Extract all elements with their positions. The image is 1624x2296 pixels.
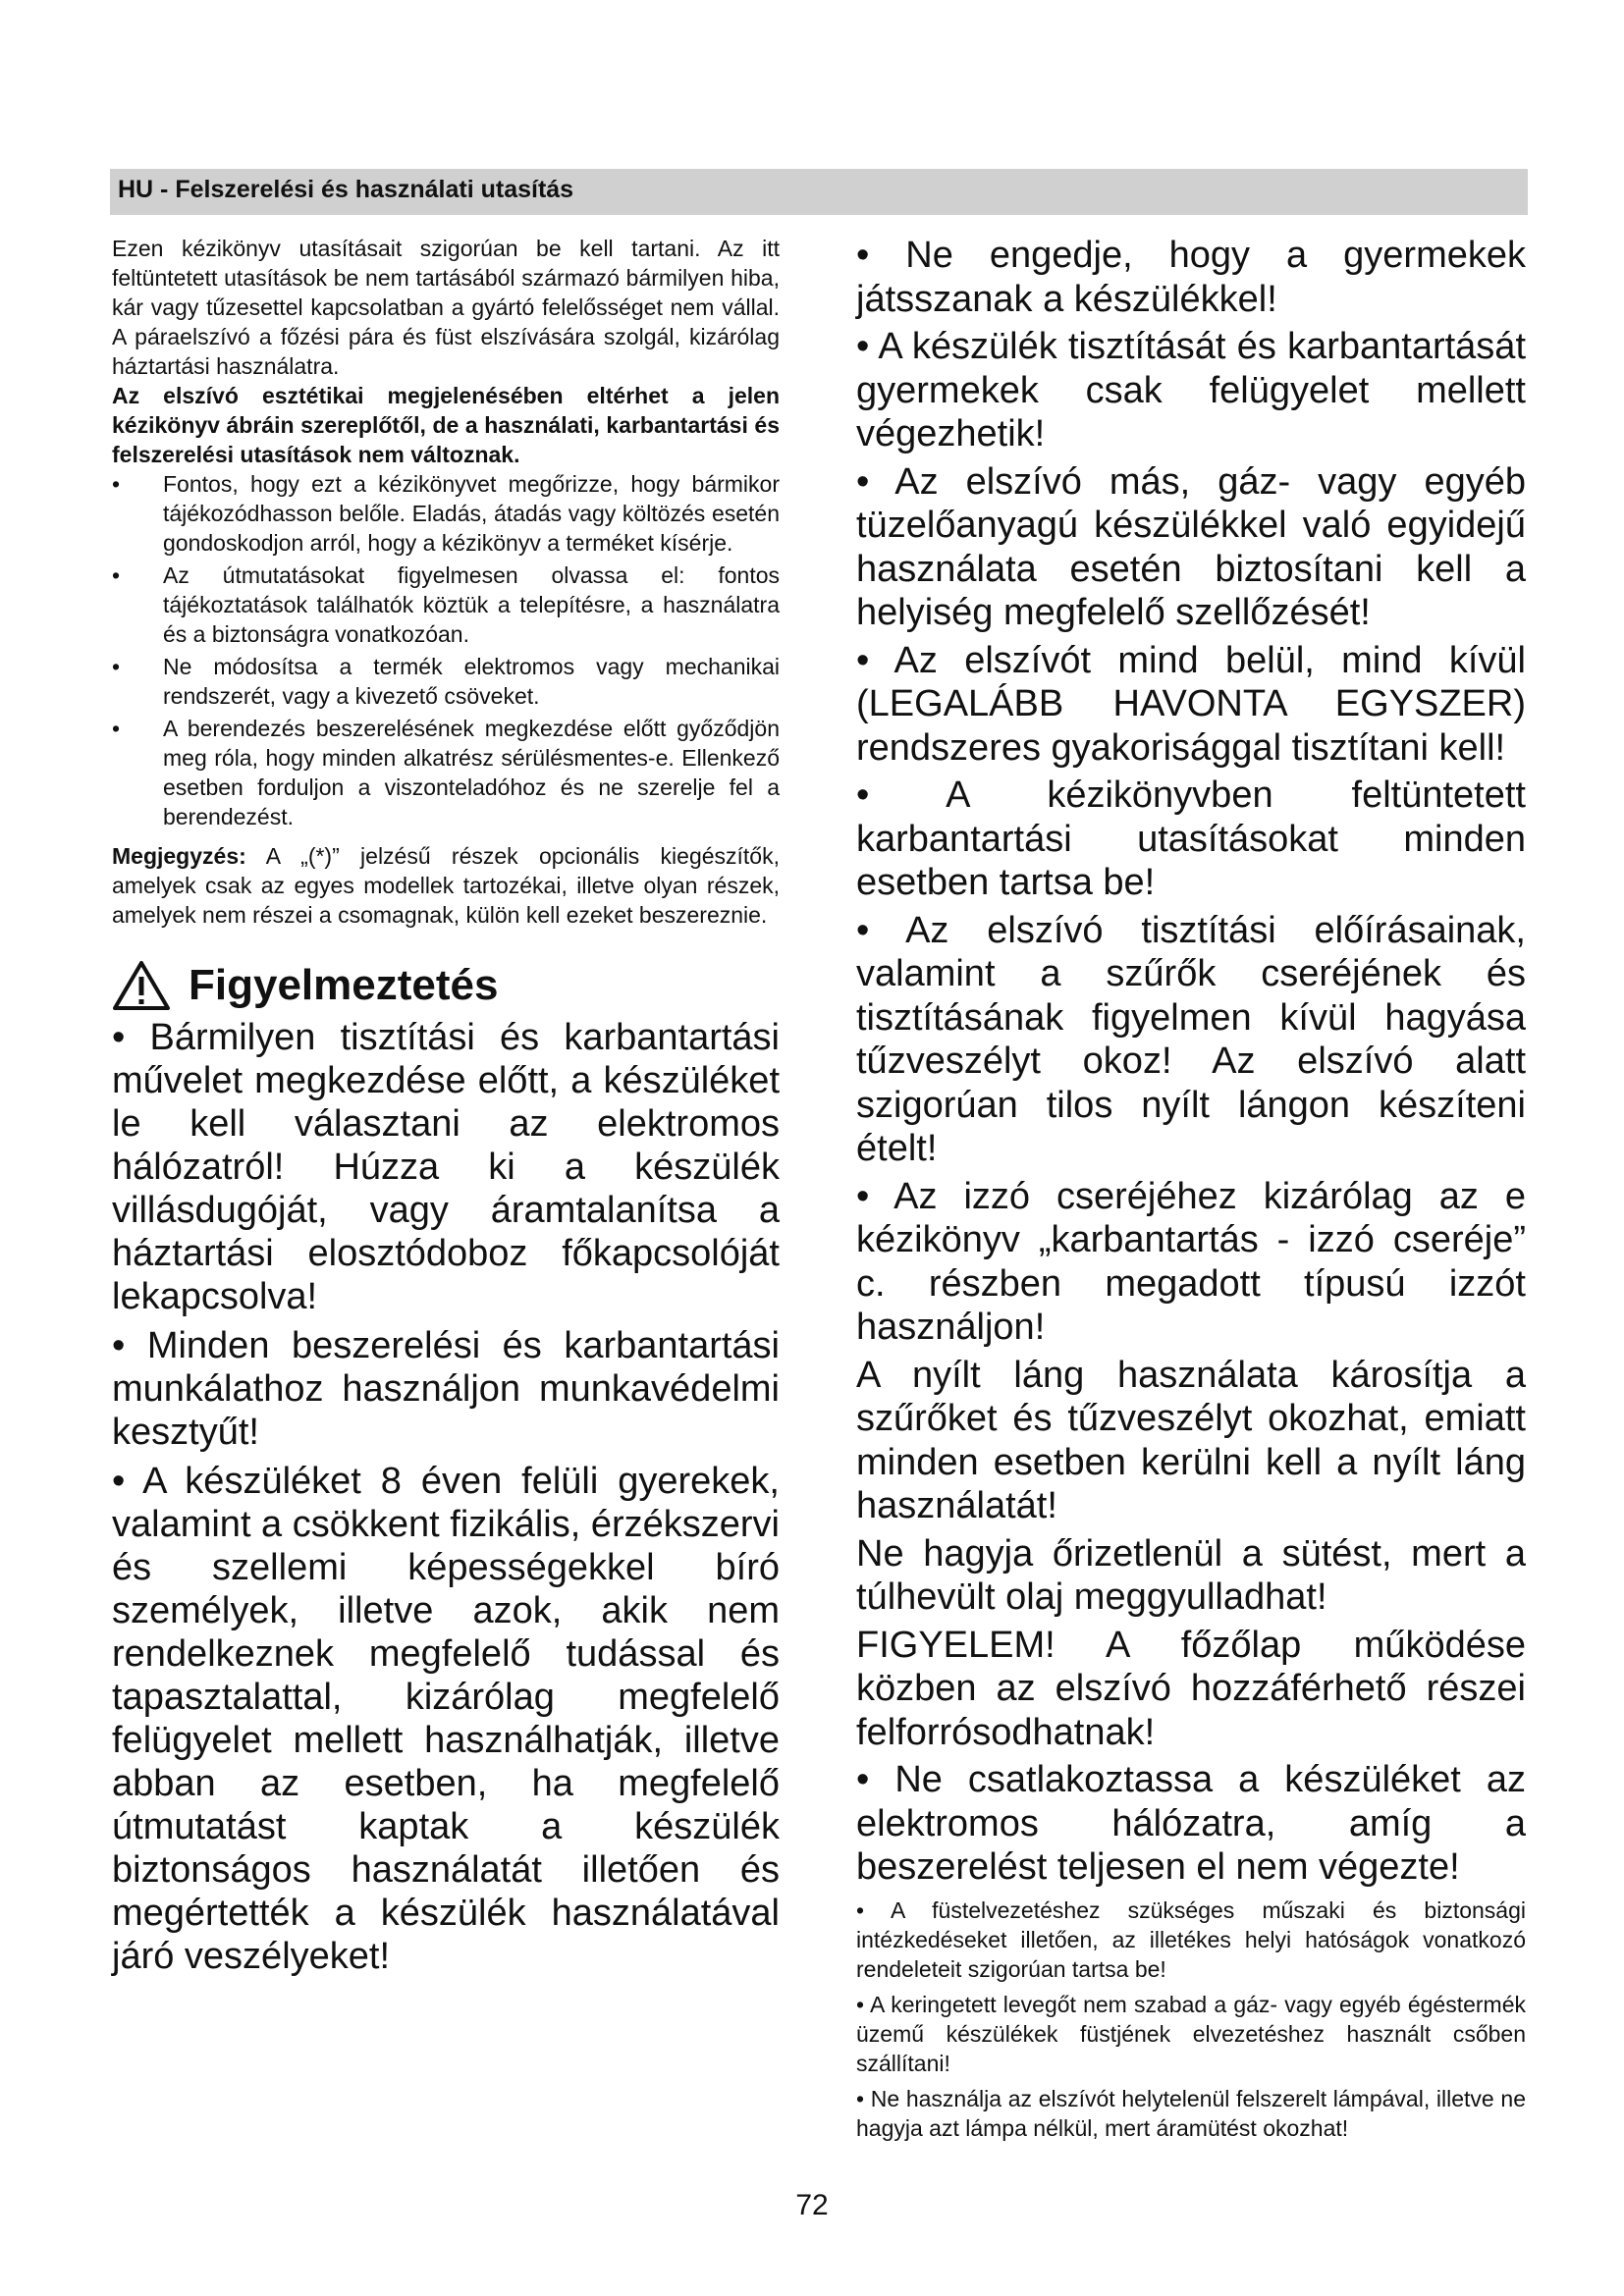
note-label: Megjegyzés: xyxy=(112,843,246,869)
section-header xyxy=(110,169,1528,215)
warning-item: A nyílt láng használata károsítja a szűrőket és tűzveszélyt okozhat, emiatt minden esetben kerülni kell a nyílt láng használatát! xyxy=(856,1354,1526,1526)
bullet-icon: • xyxy=(112,654,121,679)
appearance-note: Az elszívó esztétikai megjelenésében eltérhet a jelen kézikönyv ábráin szereplőtől, de a használati, karbantartási és felszerelési utasítások nem változnak. xyxy=(112,383,780,467)
list-item: • Az útmutatásokat figyelmesen olvassa el: fontos tájékoztatások találhatók köztük a telepítésre, a használatra és a biztonságra vonatkozóan. xyxy=(112,562,780,647)
warning-item: • A készüléket 8 éven felüli gyerekek, valamint a csökkent fizikális, érzékszervi és szellemi képességekkel bíró személyek, illetve azok, akik nem rendelkeznek megfelelő tudással és tapasztalattal, kizárólag megfelelő felügyelet mellett használhatják, illetve abban az esetben, ha megfelelő útmutatást kaptak a készülék biztonságos használatát illetően és megértették a készülék használatával járó veszélyeket! xyxy=(112,1461,780,1977)
warning-item: • Az elszívót mind belül, mind kívül (LEGALÁBB HAVONTA EGYSZER) rendszeres gyakorisággal tisztítani kell! xyxy=(856,639,1526,769)
warning-item: • Az izzó cseréjéhez kizárólag az e kézikönyv „karbantartás - izzó cseréje” c. részben megadott típusú izzót használjon! xyxy=(856,1175,1526,1348)
warning-item: • A készülék tisztítását és karbantartását gyermekek csak felügyelet mellett végezhetik! xyxy=(856,326,1526,454)
intro-paragraph: Ezen kézikönyv utasításait szigorúan be kell tartani. Az itt feltüntetett utasítások be nem tartásából származó bármilyen hiba, kár vagy tűzesettel kapcsolatban a gyártó felelősséget nem vállal. A páraelszívó a főzési pára és füst elszívására szolgál, kizárólag háztartási használatra. xyxy=(112,236,780,379)
warning-item: • A kézikönyvben feltüntetett karbantartási utasításokat minden esetben tartsa be! xyxy=(856,774,1526,903)
small-warning-item: • A füstelvezetéshez szükséges műszaki és biztonsági intézkedéseket illetően, az illetékes helyi hatóságok vonatkozó rendeleteit szigorúan tartsa be! xyxy=(856,1896,1526,1982)
warning-triangle-icon xyxy=(112,960,171,1011)
list-item: • Ne módosítsa a termék elektromos vagy mechanikai rendszerét, vagy a kivezető csöveket. xyxy=(112,654,780,709)
right-column xyxy=(856,234,1526,2143)
warning-item: Ne hagyja őrizetlenül a sütést, mert a túlhevült olaj meggyulladhat! xyxy=(856,1532,1526,1618)
warning-item: • Ne csatlakoztassa a készüléket az elektromos hálózatra, amíg a beszerelést teljesen el nem végezte! xyxy=(856,1759,1526,1888)
warning-item: • Ne engedje, hogy a gyermekek játsszanak a készülékkel! xyxy=(856,235,1526,320)
bullet-icon: • xyxy=(112,562,121,588)
warning-heading xyxy=(112,955,780,1016)
section-header-title: HU - Felszerelési és használati utasítás xyxy=(118,176,574,203)
small-warning-item: • Ne használja az elszívót helytelenül felszerelt lámpával, illetve ne hagyja azt lámpa nélkül, mert áramütést okozhat! xyxy=(856,2085,1526,2141)
general-instructions-list xyxy=(112,469,780,831)
warning-title: Figyelmeztetés xyxy=(189,961,499,1009)
note-paragraph xyxy=(112,841,780,930)
bullet-icon: • xyxy=(112,716,121,741)
bullet-icon: • xyxy=(112,471,121,497)
warning-item: FIGYELEM! A főzőlap működése közben az elszívó hozzáférhető részei felforrósodhatnak! xyxy=(856,1624,1526,1753)
list-item: • Fontos, hogy ezt a kézikönyvet megőrizze, hogy bármikor tájékozódhasson belőle. Eladás, átadás vagy költözés esetén gondoskodjon arról, hogy a kézikönyv a terméket kísérje. xyxy=(112,471,780,556)
list-item: • A berendezés beszerelésének megkezdése előtt győződjön meg róla, hogy minden alkatrész sérülésmentes-e. Ellenkező esetben forduljon a viszonteladóhoz és ne szerelje fel a berendezést. xyxy=(112,716,780,829)
page-number: 72 xyxy=(795,2189,829,2221)
warning-item: • Az elszívó tisztítási előírásainak, valamint a szűrők cseréjének és tisztításának figyelmen kívül hagyása tűzveszélyt okoz! Az elszívó alatt szigorúan tilos nyílt lángon készíteni ételt! xyxy=(856,909,1526,1169)
warning-item: • Minden beszerelési és karbantartási munkálathoz használjon munkavédelmi kesztyűt! xyxy=(112,1325,780,1453)
warning-item: • Az elszívó más, gáz- vagy egyéb tüzelőanyagú készülékkel való egyidejű használata esetén biztosítani kell a helyiség megfelelő szellőzését! xyxy=(856,460,1526,633)
small-warning-item: • A keringetett levegőt nem szabad a gáz- vagy egyéb égéstermék üzemű készülékek füstjének elvezetéshez használt csőben szállítani! xyxy=(856,1991,1526,2076)
note-text: A „(*)” jelzésű részek opcionális kiegészítők, amelyek csak az egyes modellek tartozékai, illetve olyan részek, amelyek nem részei a csomagnak, külön kell ezeket beszereznie. xyxy=(112,843,780,928)
left-column xyxy=(112,234,780,1978)
warning-item: • Bármilyen tisztítási és karbantartási művelet megkezdése előtt, a készüléket le kell választani az elektromos hálózatról! Húzza ki a készülék villásdugóját, vagy áramtalanítsa a háztartási elosztódoboz főkapcsolóját lekapcsolva! xyxy=(112,1017,780,1317)
